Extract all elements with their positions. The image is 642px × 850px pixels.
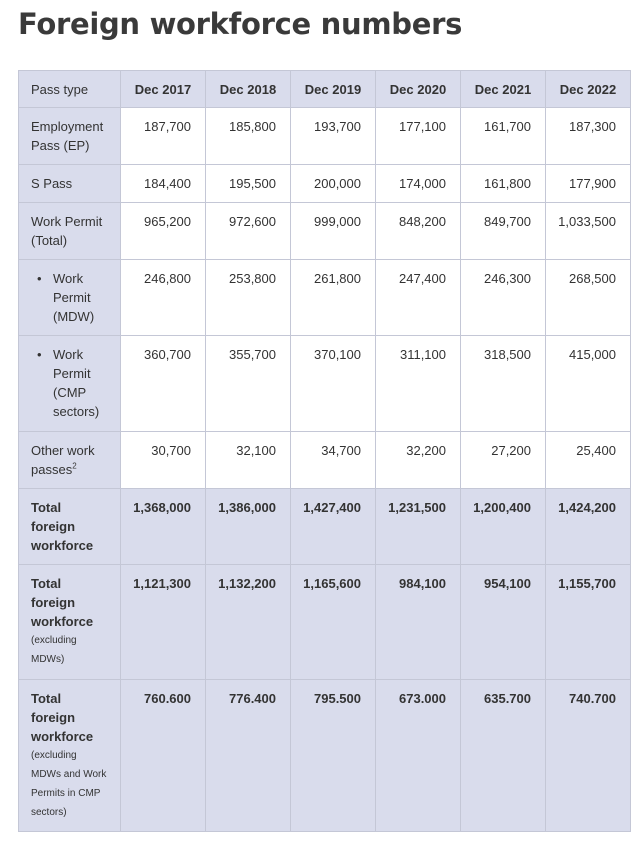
table-cell: 740.700 xyxy=(546,680,631,832)
table-row-total-foreign-workforce xyxy=(19,489,631,565)
table-cell: 635.700 xyxy=(461,680,546,832)
table-cell: 193,700 xyxy=(291,108,376,165)
table-cell: 34,700 xyxy=(291,432,376,489)
table-cell: 200,000 xyxy=(291,165,376,203)
row-label: Work Permit (Total) xyxy=(19,203,121,260)
table-header-row xyxy=(19,71,631,108)
table-cell: 1,165,600 xyxy=(291,565,376,680)
row-label-cell xyxy=(19,680,121,832)
column-header-dec-2020: Dec 2020 xyxy=(376,71,461,108)
table-cell: 1,424,200 xyxy=(546,489,631,565)
table-cell: 1,386,000 xyxy=(206,489,291,565)
table-cell: 795.500 xyxy=(291,680,376,832)
column-header-dec-2022: Dec 2022 xyxy=(546,71,631,108)
column-header-dec-2017: Dec 2017 xyxy=(121,71,206,108)
table-cell: 954,100 xyxy=(461,565,546,680)
row-label: Other work passes xyxy=(31,443,95,477)
table-cell: 673.000 xyxy=(376,680,461,832)
row-label: Employment Pass (EP) xyxy=(19,108,121,165)
table-cell: 177,900 xyxy=(546,165,631,203)
table-cell: 253,800 xyxy=(206,260,291,336)
table-cell: 355,700 xyxy=(206,336,291,432)
row-label: Total foreign workforce xyxy=(31,691,94,744)
table-cell: 246,800 xyxy=(121,260,206,336)
foreign-workforce-table xyxy=(18,70,631,832)
table-cell: 247,400 xyxy=(376,260,461,336)
table-cell: 174,000 xyxy=(376,165,461,203)
row-note: (excluding MDWs) xyxy=(31,635,77,665)
table-row-total-excluding-mdws-and-cmp xyxy=(19,680,631,832)
table-cell: 360,700 xyxy=(121,336,206,432)
table-cell: 161,800 xyxy=(461,165,546,203)
table-cell: 195,500 xyxy=(206,165,291,203)
row-label: Total foreign workforce xyxy=(19,489,121,565)
column-header-dec-2021: Dec 2021 xyxy=(461,71,546,108)
table-cell: 311,100 xyxy=(376,336,461,432)
table-cell: 776.400 xyxy=(206,680,291,832)
row-label-cell xyxy=(19,260,121,336)
column-header-dec-2018: Dec 2018 xyxy=(206,71,291,108)
table-row-other-work-passes xyxy=(19,432,631,489)
row-label-cell xyxy=(19,336,121,432)
table-cell: 30,700 xyxy=(121,432,206,489)
table-cell: 318,500 xyxy=(461,336,546,432)
table-cell: 187,700 xyxy=(121,108,206,165)
table-cell: 268,500 xyxy=(546,260,631,336)
table-row-work-permit-total xyxy=(19,203,631,260)
table-cell: 32,200 xyxy=(376,432,461,489)
bullet-icon: • xyxy=(37,271,42,286)
page-title: Foreign workforce numbers xyxy=(18,7,463,41)
table-cell: 1,200,400 xyxy=(461,489,546,565)
table-cell: 1,132,200 xyxy=(206,565,291,680)
table-cell: 1,427,400 xyxy=(291,489,376,565)
table-cell: 848,200 xyxy=(376,203,461,260)
row-label: S Pass xyxy=(19,165,121,203)
table-cell: 1,231,500 xyxy=(376,489,461,565)
table-row-work-permit-cmp xyxy=(19,336,631,432)
table-cell: 984,100 xyxy=(376,565,461,680)
table-cell: 187,300 xyxy=(546,108,631,165)
table-row-work-permit-mdw xyxy=(19,260,631,336)
row-label: Work Permit (MDW) xyxy=(53,271,95,324)
table-cell: 1,368,000 xyxy=(121,489,206,565)
table-cell: 965,200 xyxy=(121,203,206,260)
table-row-employment-pass xyxy=(19,108,631,165)
table-cell: 415,000 xyxy=(546,336,631,432)
row-note: (excluding MDWs and Work Permits in CMP sectors) xyxy=(31,750,107,818)
column-header-pass-type: Pass type xyxy=(19,71,121,108)
table-cell: 999,000 xyxy=(291,203,376,260)
table-row-total-excluding-mdws xyxy=(19,565,631,680)
table-cell: 370,100 xyxy=(291,336,376,432)
table-cell: 184,400 xyxy=(121,165,206,203)
table-cell: 760.600 xyxy=(121,680,206,832)
table-cell: 27,200 xyxy=(461,432,546,489)
table-cell: 1,121,300 xyxy=(121,565,206,680)
table-row-s-pass xyxy=(19,165,631,203)
table-cell: 161,700 xyxy=(461,108,546,165)
table-cell: 972,600 xyxy=(206,203,291,260)
row-label: Work Permit (CMP sectors) xyxy=(53,347,100,419)
footnote-marker: 2 xyxy=(72,461,77,471)
table-cell: 849,700 xyxy=(461,203,546,260)
table-cell: 246,300 xyxy=(461,260,546,336)
row-label-cell xyxy=(19,565,121,680)
table-cell: 32,100 xyxy=(206,432,291,489)
table-cell: 185,800 xyxy=(206,108,291,165)
table-cell: 261,800 xyxy=(291,260,376,336)
table-cell: 177,100 xyxy=(376,108,461,165)
row-label-cell xyxy=(19,432,121,489)
table-cell: 1,155,700 xyxy=(546,565,631,680)
table-cell: 25,400 xyxy=(546,432,631,489)
table-cell: 1,033,500 xyxy=(546,203,631,260)
column-header-dec-2019: Dec 2019 xyxy=(291,71,376,108)
bullet-icon: • xyxy=(37,347,42,362)
row-label: Total foreign workforce xyxy=(31,576,94,629)
